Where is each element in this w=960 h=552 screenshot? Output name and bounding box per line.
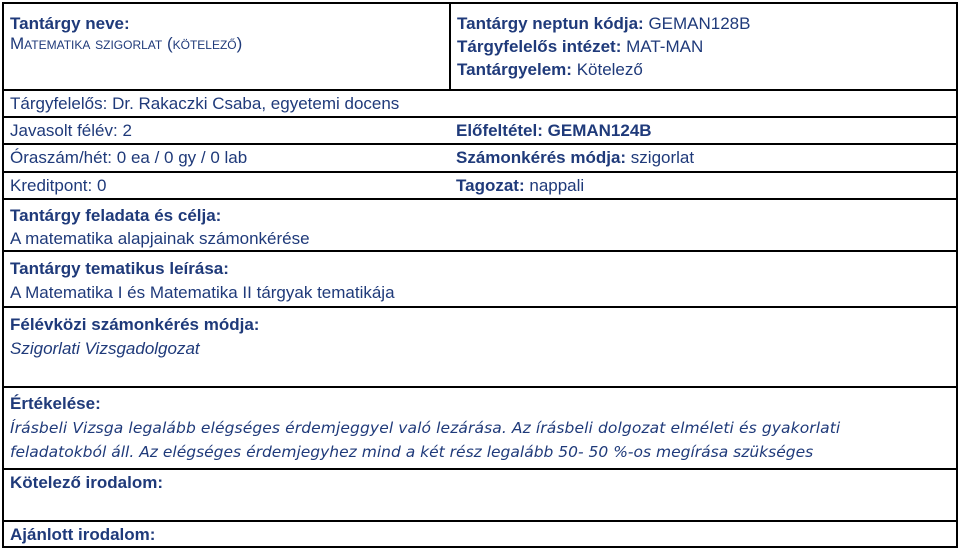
cell-required-lit: [4, 469, 956, 521]
row-semester: [4, 117, 956, 144]
course-name-label: Tantárgy neve:: [10, 14, 130, 33]
cell-section: [450, 172, 956, 199]
responsible-value: Dr. Rakaczki Csaba, egyetemi docens: [112, 94, 400, 113]
required-lit-label: Kötelező irodalom:: [10, 473, 164, 492]
exam-type-value: szigorlat: [630, 148, 695, 167]
evaluation-line-2: feladatokból áll. Az elégséges érdemjegyhez mind a két rész legalább 50- 50 %-os megírása szükséges: [10, 443, 814, 461]
row-topics: [4, 251, 956, 307]
cell-hours: [4, 144, 450, 172]
exam-type-label: Számonkérés módja:: [456, 148, 627, 167]
neptun-value: GEMAN128B: [648, 14, 751, 33]
credits-value: 0: [96, 176, 107, 195]
row-responsible: [4, 90, 956, 117]
cell-evaluation: [4, 387, 956, 469]
row-credits: [4, 172, 956, 199]
responsible-label: Tárgyfelelős:: [10, 94, 108, 113]
row-hours: [4, 144, 956, 172]
credits-label: Kreditpont:: [10, 176, 93, 195]
evaluation-label: Értékelése:: [10, 394, 101, 413]
element-value: Kötelező: [576, 60, 643, 79]
section-value: nappali: [529, 176, 585, 195]
cell-credits: [4, 172, 450, 199]
section-label: Tagozat:: [456, 176, 525, 195]
institute-label: Tárgyfelelős intézet:: [457, 37, 622, 56]
row-evaluation: [4, 387, 956, 469]
semester-value: 2: [122, 121, 132, 140]
cell-responsible: [4, 90, 956, 117]
cell-topics: [4, 251, 956, 307]
topics-text: A Matematika I és Matematika II tárgyak tematikája: [10, 283, 395, 302]
cell-midterm: [4, 307, 956, 387]
hours-label: Óraszám/hét:: [10, 148, 113, 167]
row-goal: [4, 199, 956, 251]
prereq-value: GEMAN124B: [547, 121, 652, 140]
midterm-text: Szigorlati Vizsgadolgozat: [10, 339, 200, 358]
row-required-lit: [4, 469, 956, 521]
semester-label: Javasolt félév:: [10, 121, 118, 140]
row-midterm: [4, 307, 956, 387]
hours-value: 0 ea / 0 gy / 0 lab: [116, 148, 248, 167]
cell-recommended-lit: [4, 521, 956, 551]
cell-exam-type: [450, 144, 956, 172]
course-table: [4, 4, 956, 551]
row-recommended-lit: [4, 521, 956, 551]
cell-prereq: [450, 117, 956, 144]
institute-value: MAT-MAN: [626, 37, 704, 56]
neptun-label: Tantárgy neptun kódja:: [457, 14, 644, 33]
cell-course-codes: [450, 4, 956, 90]
course-name-value: Matematika szigorlat (kötelező): [10, 34, 243, 53]
goal-text: A matematika alapjainak számonkérése: [10, 229, 310, 248]
recommended-lit-label: Ajánlott irodalom:: [10, 525, 156, 544]
prereq-label: Előfeltétel:: [456, 121, 543, 140]
evaluation-line-1: Írásbeli Vizsga legalább elégséges érdemjeggyel való lezárása. Az írásbeli dolgozat elméleti és gyakorlati: [10, 419, 841, 437]
cell-course-name: [4, 4, 450, 90]
row-header: [4, 4, 956, 90]
goal-label: Tantárgy feladata és célja:: [10, 206, 222, 225]
topics-label: Tantárgy tematikus leírása:: [10, 259, 229, 278]
cell-goal: [4, 199, 956, 251]
midterm-label: Félévközi számonkérés módja:: [10, 315, 260, 334]
course-sheet: [2, 2, 958, 548]
cell-semester: [4, 117, 450, 144]
element-label: Tantárgyelem:: [457, 60, 572, 79]
